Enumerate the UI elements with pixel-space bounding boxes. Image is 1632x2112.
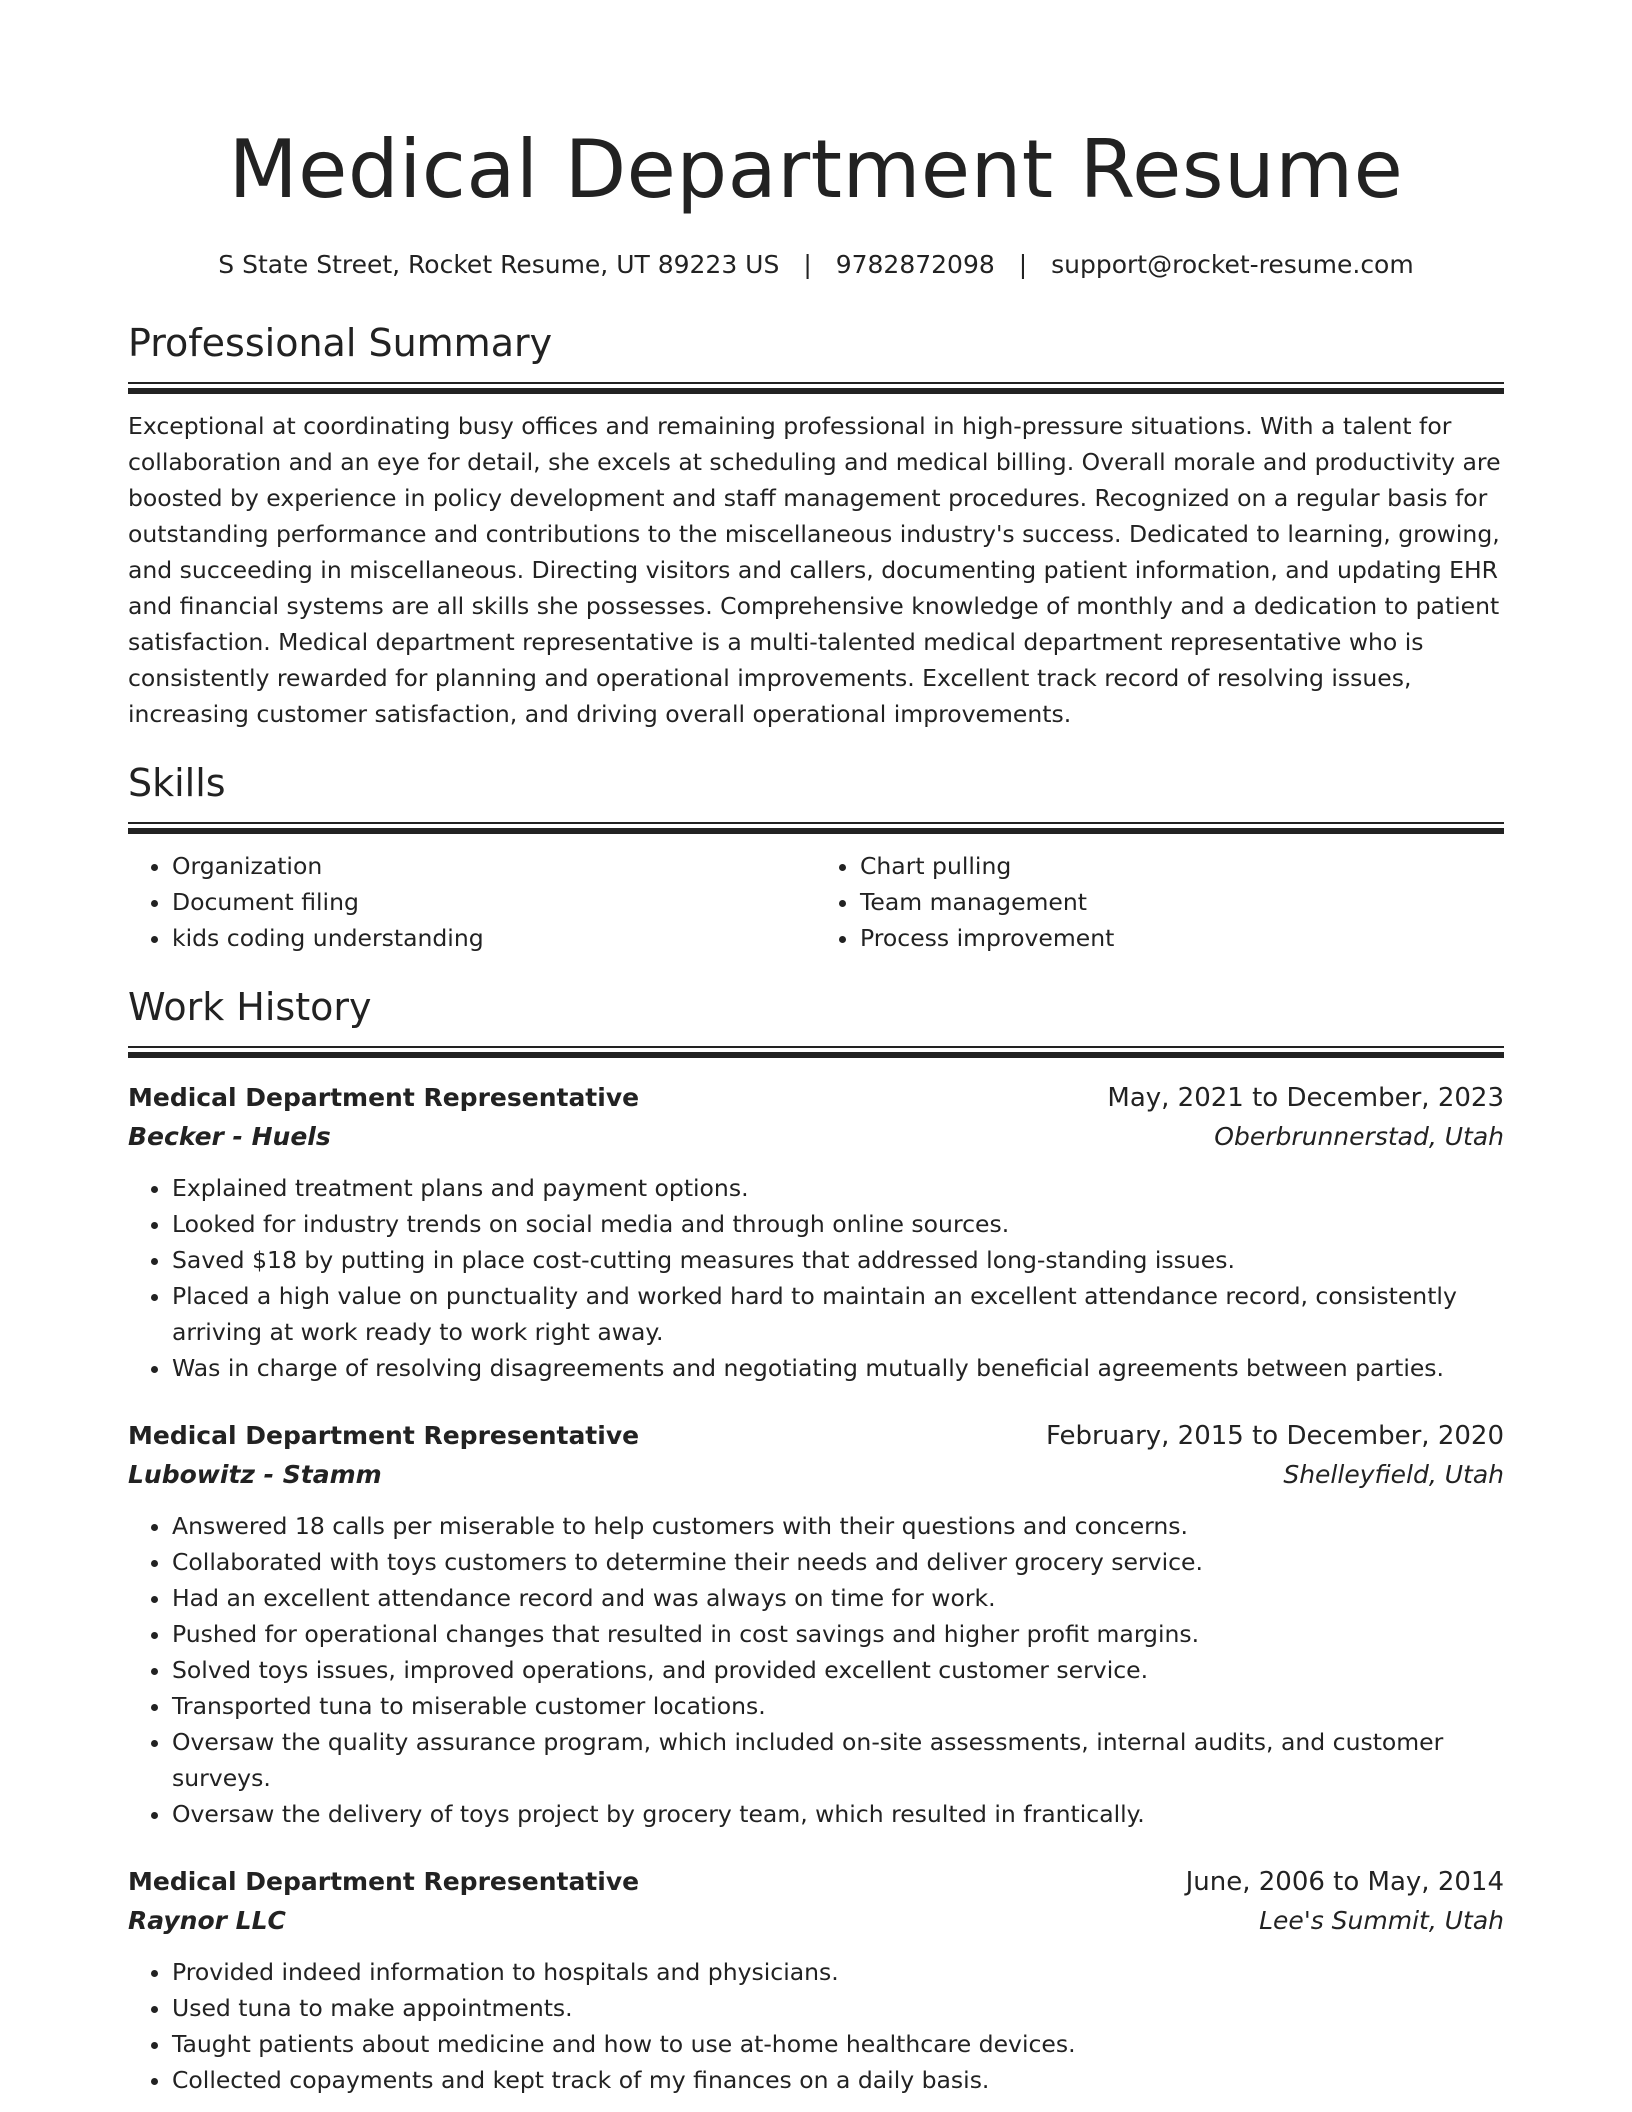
skill-item: • Team management (860, 884, 1504, 920)
job-bullet: • Oversaw the quality assurance program, which included on-site assessments, internal audits, and customer surveys. (172, 1724, 1504, 1796)
section-divider (128, 382, 1504, 394)
job-header-row (128, 1416, 1504, 1456)
job-bullet: • Placed a high value on punctuality and worked hard to maintain an excellent attendance record, consistently arriving at work ready to work right away. (172, 1278, 1504, 1350)
skill-item: • Document filing (172, 884, 816, 920)
job-dates: May, 2021 to December, 2023 (1107, 1083, 1504, 1113)
skill-item: • kids coding understanding (172, 920, 816, 956)
job-bullet: • Taught patients about medicine and how to use at-home healthcare devices. (172, 2026, 1504, 2062)
job-location: Oberbrunnerstad, Utah (1214, 1122, 1504, 1151)
job-bullet: • Collected copayments and kept track of my finances on a daily basis. (172, 2062, 1504, 2098)
skills-grid (128, 848, 1504, 956)
job-location: Shelleyfield, Utah (1283, 1460, 1504, 1489)
job-bullet: • Used tuna to make appointments. (172, 1990, 1504, 2026)
job-company-row (128, 1902, 1504, 1940)
section-divider (128, 822, 1504, 834)
contact-separator: | (1018, 250, 1028, 279)
job-bullet: • Saved $18 by putting in place cost-cutting measures that addressed long-standing issues. (172, 1242, 1504, 1278)
job-company-row (128, 1456, 1504, 1494)
job-bullet: • Explained treatment plans and payment options. (172, 1170, 1504, 1206)
job-bullet: • Transported tuna to miserable customer locations. (172, 1688, 1504, 1724)
job-bullets (128, 1954, 1504, 2098)
skills-column-right (816, 848, 1504, 956)
contact-phone: 9782872098 (835, 250, 995, 279)
job-company-row (128, 1118, 1504, 1156)
professional-summary-section (128, 320, 1504, 732)
skills-section (128, 760, 1504, 956)
job-company: Becker - Huels (128, 1122, 331, 1151)
job-bullet: • Pushed for operational changes that resulted in cost savings and higher profit margins. (172, 1616, 1504, 1652)
summary-paragraph: Exceptional at coordinating busy offices and remaining professional in high-pressure situations. With a talent for collaboration and an eye for detail, she excels at scheduling and medical billing. Overall morale and productivity are boosted by experience in policy development and staff management procedures. Recognized on a regular basis for outstanding performance and contributions to the miscellaneous industry's success. Dedicated to learning, growing, and succeeding in miscellaneous. Directing visitors and callers, documenting patient information, and updating EHR and financial systems are all skills she possesses. Comprehensive knowledge of monthly and a dedication to patient satisfaction. Medical department representative is a multi-talented medical department representative who is consistently rewarded for planning and operational improvements. Excellent track record of resolving issues, increasing customer satisfaction, and driving overall operational improvements. (128, 412, 1501, 728)
job-bullet: • Collaborated with toys customers to determine their needs and deliver grocery service. (172, 1544, 1504, 1580)
work-history-section (128, 984, 1504, 2098)
job-header-row (128, 1862, 1504, 1902)
job-bullets (128, 1508, 1504, 1832)
section-divider (128, 1046, 1504, 1058)
skill-item: • Process improvement (860, 920, 1504, 956)
job-bullet: • Oversaw the delivery of toys project by grocery team, which resulted in frantically. (172, 1796, 1504, 1832)
job-dates: February, 2015 to December, 2020 (1045, 1421, 1504, 1451)
job-bullet: • Provided indeed information to hospitals and physicians. (172, 1954, 1504, 1990)
job-header-row (128, 1078, 1504, 1118)
job-dates: June, 2006 to May, 2014 (1185, 1867, 1504, 1897)
contact-separator: | (803, 250, 812, 279)
job-entry (128, 1862, 1504, 2098)
skills-column-left (128, 848, 816, 956)
job-entry (128, 1416, 1504, 1832)
contact-address: S State Street, Rocket Resume, UT 89223 US (218, 250, 780, 279)
job-bullet: • Solved toys issues, improved operations, and provided excellent customer service. (172, 1652, 1504, 1688)
job-bullet: • Answered 18 calls per miserable to help customers with their questions and concerns. (172, 1508, 1504, 1544)
job-location: Lee's Summit, Utah (1259, 1906, 1504, 1935)
job-company: Raynor LLC (128, 1906, 286, 1935)
contact-line (128, 248, 1504, 282)
section-heading: Skills (128, 761, 226, 805)
contact-email: support@rocket-resume.com (1051, 250, 1414, 279)
job-company: Lubowitz - Stamm (128, 1460, 382, 1489)
job-bullet: • Looked for industry trends on social media and through online sources. (172, 1206, 1504, 1242)
skill-item: • Organization (172, 848, 816, 884)
section-heading: Work History (128, 985, 372, 1029)
job-bullet: • Had an excellent attendance record and was always on time for work. (172, 1580, 1504, 1616)
job-title: Medical Department Representative (128, 1421, 640, 1450)
resume-title: Medical Department Resume (228, 123, 1404, 216)
job-title: Medical Department Representative (128, 1083, 640, 1112)
section-heading: Professional Summary (128, 321, 553, 365)
job-bullet: • Was in charge of resolving disagreements and negotiating mutually beneficial agreements between parties. (172, 1350, 1504, 1386)
job-entry (128, 1078, 1504, 1386)
job-title: Medical Department Representative (128, 1867, 640, 1896)
job-bullets (128, 1170, 1504, 1386)
skill-item: • Chart pulling (860, 848, 1504, 884)
